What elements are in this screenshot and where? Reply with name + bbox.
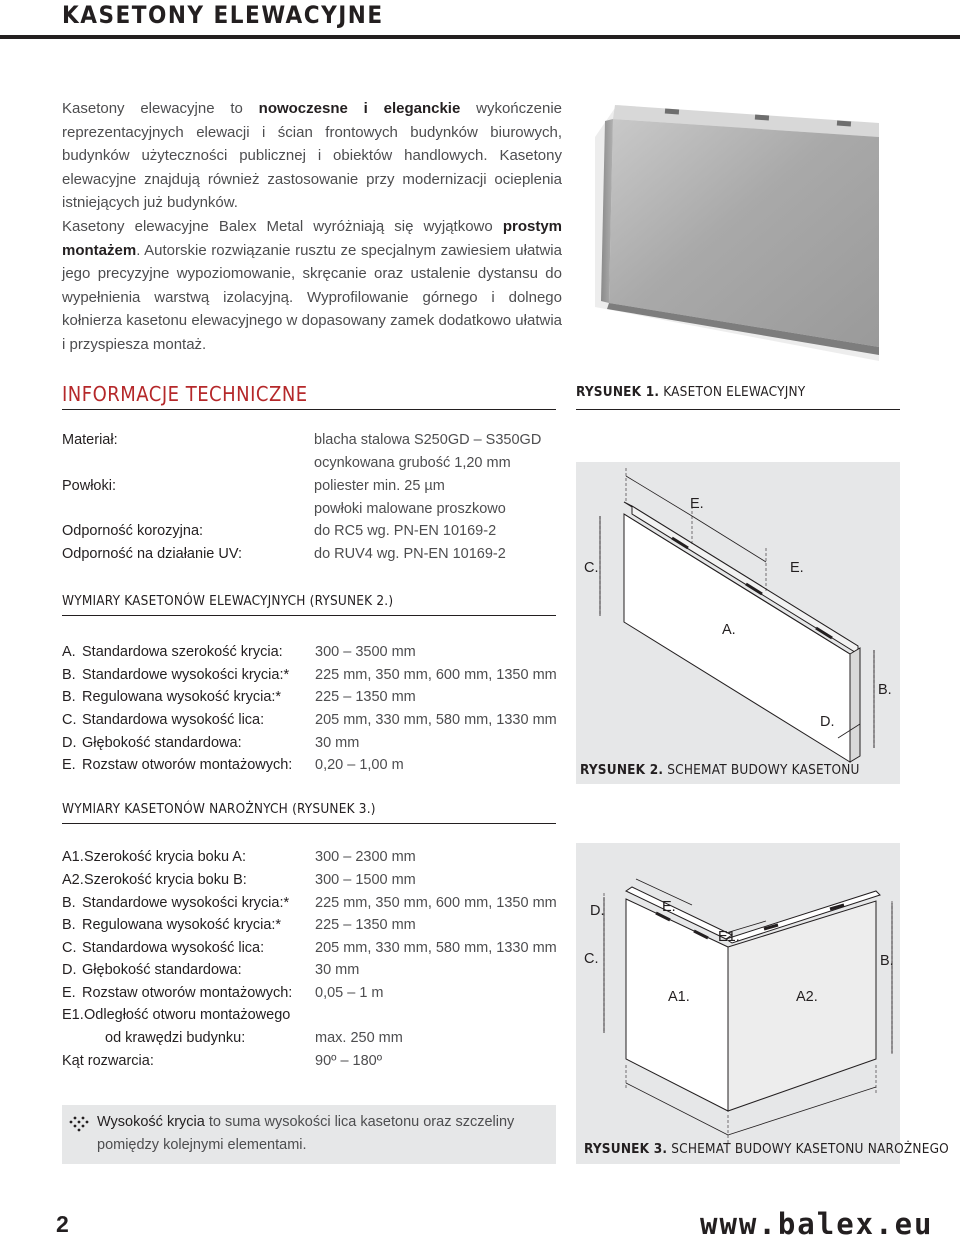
fig3-label-d: D. <box>590 903 605 919</box>
dim-value: 225 mm, 350 mm, 600 mm, 1350 mm <box>315 895 557 911</box>
dim-value: 225 – 1350 mm <box>315 689 416 705</box>
fig3-label-b: B. <box>880 953 894 969</box>
dim-letter: D. <box>62 735 77 751</box>
dim-label: Szerokość krycia boku A: <box>84 849 246 865</box>
spec-value-coatings-2: powłoki malowane proszkowo <box>314 501 506 517</box>
fig2-label-e1: E. <box>690 496 704 512</box>
dim-letter: E. <box>62 757 76 773</box>
dim-label: Regulowana wysokość krycia:* <box>82 917 282 933</box>
dim-value: 0,05 – 1 m <box>315 985 384 1001</box>
spec-label-coatings: Powłoki: <box>62 478 116 494</box>
corner-cassette-schematic <box>576 843 900 1164</box>
dim-label: Szerokość krycia boku B: <box>84 872 247 888</box>
figure-2 <box>576 462 900 784</box>
spec-label-corrosion: Odporność korozyjna: <box>62 523 204 539</box>
dim-value: 90º – 180º <box>315 1053 383 1069</box>
dim-label: Odległość otworu montażowego <box>84 1007 291 1023</box>
fig3-label-a1: A1. <box>668 989 690 1005</box>
intro-paragraph-2: Kasetony elewacyjne Balex Metal wyróżniają się wyjątkowo prostym montażem. Autorskie rozwiązanie rusztu ze specjalnym zawiesiem ułatwia jego precyzyjne wypoziomowanie, skręcanie oraz ustalenie dystansu do wypełnienia warstwą izolacyjną. Wyprofilowanie górnego i dolnego kołnierza kasetonu elewacyjnego w dopasowany zamek dodatkowo ułatwia i przyspiesza montaż. <box>62 218 562 353</box>
dim-letter: B. <box>62 689 76 705</box>
dim-value: 30 mm <box>315 962 360 978</box>
dim-label: Standardowa wysokość lica: <box>82 712 265 728</box>
intro-paragraph-1: Kasetony elewacyjne to nowoczesne i eleganckie wykończenie reprezentacyjnych elewacji i ścian frontowych budynków biurowych, budynków użyteczności publicznej i obiektów handlowych. Kasetony elewacyjne znajdują również zastosowanie przy modernizacji ocieplenia istniejących już budynków. <box>62 100 563 211</box>
section-rule <box>62 823 556 824</box>
dim-label: Kąt rozwarcia: <box>62 1053 154 1069</box>
spec-value-uv: do RUV4 wg. PN-EN 10169-2 <box>314 546 506 562</box>
fig2-label-c: C. <box>584 560 599 576</box>
fig2-label-b: B. <box>878 682 892 698</box>
dim-letter: D. <box>62 962 77 978</box>
dim-label: Głębokość standardowa: <box>82 735 242 751</box>
spec-value-material: blacha stalowa S250GD – S350GD <box>314 432 542 448</box>
dim-value: 0,20 – 1,00 m <box>315 757 404 773</box>
section-heading-dimensions: WYMIARY KASETONÓW ELEWACYJNYCH (RYSUNEK 2.) <box>62 593 394 609</box>
dim-value: 300 – 2300 mm <box>315 849 416 865</box>
page-number: 2 <box>56 1211 69 1237</box>
dim-letter: E. <box>62 985 76 1001</box>
dim-letter: A. <box>62 644 76 660</box>
dim-label: Głębokość standardowa: <box>82 962 242 978</box>
info-dots-icon <box>68 1113 90 1135</box>
section-rule <box>62 615 556 616</box>
dim-label: Standardowa szerokość krycia: <box>82 644 283 660</box>
fig3-label-e1: E1. <box>718 929 740 945</box>
figure-1-rule <box>576 409 900 410</box>
dim-label: Standardowe wysokości krycia:* <box>82 895 290 911</box>
dim-letter: E1. <box>62 1007 84 1023</box>
dim-label: Rozstaw otworów montażowych: <box>82 757 293 773</box>
dim-value: 300 – 1500 mm <box>315 872 416 888</box>
fig3-label-c: C. <box>584 951 599 967</box>
spec-value-corrosion: do RC5 wg. PN-EN 10169-2 <box>314 523 497 539</box>
info-note <box>62 1105 556 1164</box>
dim-label: od krawędzi budynku: <box>105 1030 246 1046</box>
spec-label-material: Materiał: <box>62 432 118 448</box>
fig2-label-a: A. <box>722 622 736 638</box>
dim-label: Regulowana wysokość krycia:* <box>82 689 282 705</box>
dim-label: Rozstaw otworów montażowych: <box>82 985 293 1001</box>
dim-letter: A2. <box>62 872 84 888</box>
dim-letter: C. <box>62 940 77 956</box>
fig3-label-e: E. <box>662 899 676 915</box>
info-note-text: Wysokość krycia to suma wysokości lica kasetonu oraz szczeliny pomiędzy kolejnymi elementami. <box>97 1114 515 1153</box>
dim-letter: B. <box>62 667 76 683</box>
dim-value: 225 mm, 350 mm, 600 mm, 1350 mm <box>315 667 557 683</box>
figure-2-caption: RYSUNEK 2. SCHEMAT BUDOWY KASETONU <box>580 762 860 778</box>
section-rule <box>62 409 556 410</box>
dim-label: Standardowe wysokości krycia:* <box>82 667 290 683</box>
facade-cassette-photo <box>587 97 883 367</box>
footer-website[interactable]: www.balex.eu <box>700 1207 934 1241</box>
dim-value: 225 – 1350 mm <box>315 917 416 933</box>
spec-value-coatings: poliester min. 25 µm <box>314 478 445 494</box>
page-title: KASETONY ELEWACYJNE <box>62 1 384 29</box>
dim-letter: B. <box>62 917 76 933</box>
dim-value: max. 250 mm <box>315 1030 403 1046</box>
fig2-label-d: D. <box>820 714 835 730</box>
header-rule <box>0 35 960 39</box>
dim-value: 205 mm, 330 mm, 580 mm, 1330 mm <box>315 712 557 728</box>
dim-label: Standardowa wysokość lica: <box>82 940 265 956</box>
dim-letter: B. <box>62 895 76 911</box>
spec-value-material-2: ocynkowana grubość 1,20 mm <box>314 455 511 471</box>
dim-letter: A1. <box>62 849 84 865</box>
dim-value: 205 mm, 330 mm, 580 mm, 1330 mm <box>315 940 557 956</box>
dim-value: 300 – 3500 mm <box>315 644 416 660</box>
cassette-schematic <box>576 462 900 784</box>
figure-1-caption: RYSUNEK 1. KASETON ELEWACYJNY <box>576 384 806 400</box>
figure-3-caption: RYSUNEK 3. SCHEMAT BUDOWY KASETONU NAROŻNEGO <box>584 1141 949 1157</box>
section-heading-corner-dimensions: WYMIARY KASETONÓW NAROŻNYCH (RYSUNEK 3.) <box>62 801 376 817</box>
fig2-label-e2: E. <box>790 560 804 576</box>
fig3-label-a2: A2. <box>796 989 818 1005</box>
section-heading-technical: INFORMACJE TECHNICZNE <box>62 382 308 406</box>
spec-label-uv: Odporność na działanie UV: <box>62 546 243 562</box>
dim-letter: C. <box>62 712 77 728</box>
figure-3 <box>576 843 949 1164</box>
dim-value: 30 mm <box>315 735 360 751</box>
